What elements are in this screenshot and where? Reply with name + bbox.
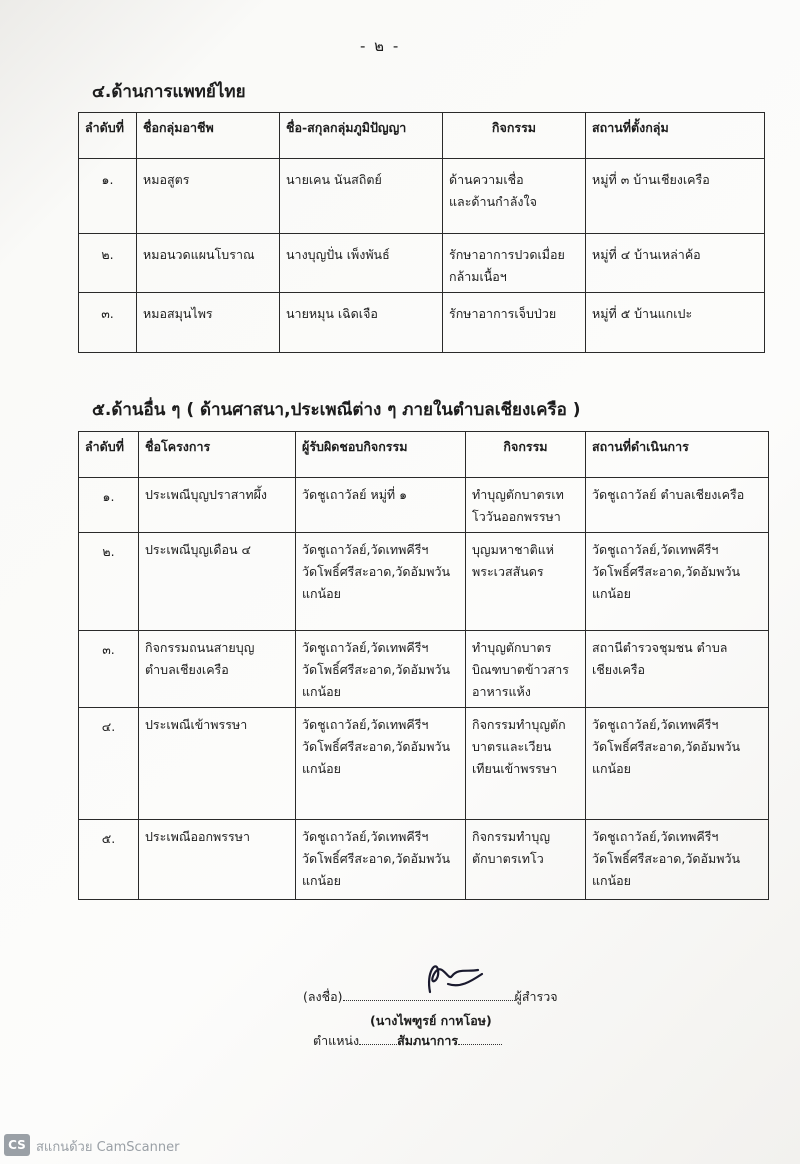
position-dotted-line [359, 1030, 397, 1045]
cell-activity [466, 820, 586, 900]
cell-location-line: แกน้อย [592, 873, 632, 888]
cell-group-name: หมอสูตร [137, 159, 280, 234]
cell-group-name: หมอนวดแผนโบราณ [137, 234, 280, 293]
cell-responsible-line: แกน้อย [302, 761, 342, 776]
cell-location [586, 234, 765, 293]
cell-responsible [296, 820, 466, 900]
cell-location-line: แกน้อย [592, 586, 632, 601]
cell-activity-line: และด้านกำลังใจ [449, 194, 537, 209]
sign-dotted-line [343, 986, 515, 1001]
cell-activity-line: พระเวสสันดร [472, 564, 544, 579]
cell-responsible-line: วัดชูเถาวัลย์,วัดเทพคีรีฯ [302, 640, 429, 655]
cell-activity-line: รักษาอาการปวดเมื่อย [449, 247, 565, 262]
cell-location-line: วัดโพธิ์ศรีสะอาด,วัดอัมพวัน [592, 851, 741, 866]
cell-activity-line: บิณฑบาตข้าวสาร [472, 662, 569, 677]
cell-location-line: แกน้อย [592, 761, 632, 776]
cell-activity-line: ด้านความเชื่อ [449, 172, 524, 187]
cell-location-line: เชียงเครือ [592, 662, 646, 677]
table-row [79, 234, 765, 293]
other-activities-table [78, 431, 769, 900]
cell-location-line: หมู่ที่ ๔ บ้านเหล่าค้อ [592, 247, 701, 262]
cell-project-name-line: ประเพณีเข้าพรรษา [145, 717, 248, 732]
cell-responsible-line: วัดโพธิ์ศรีสะอาด,วัดอัมพวัน [302, 739, 451, 754]
cell-responsible-line: วัดชูเถาวัลย์,วัดเทพคีรีฯ [302, 542, 429, 557]
cell-responsible-line: แกน้อย [302, 873, 342, 888]
header-person-name: ชื่อ-สกุลกลุ่มภูมิปัญญา [280, 113, 443, 159]
table-row [79, 820, 769, 900]
cell-location-line: วัดชูเถาวัลย์ ตำบลเชียงเครือ [592, 487, 745, 502]
cell-activity-line: กิจกรรมทำบุญ [472, 829, 550, 844]
cell-responsible-line: วัดโพธิ์ศรีสะอาด,วัดอัมพวัน [302, 662, 451, 677]
header-activity: กิจกรรม [466, 432, 586, 478]
cell-activity-line: ตักบาตรเทโว [472, 851, 544, 866]
cell-activity-line: บุญมหาชาติแห่ [472, 542, 555, 557]
header-order: ลำดับที่ [79, 113, 137, 159]
cell-responsible [296, 631, 466, 708]
cell-responsible-line: แกน้อย [302, 684, 342, 699]
table-header-row [79, 432, 769, 478]
table-row [79, 478, 769, 533]
cell-activity-line: โววันออกพรรษา [472, 509, 561, 524]
thai-medicine-table [78, 112, 765, 353]
cell-activity [443, 234, 586, 293]
camscanner-watermark: สแกนด้วย CamScanner [36, 1140, 180, 1155]
cell-activity-line: อาหารแห้ง [472, 684, 531, 699]
sign-line [303, 986, 558, 1007]
cell-activity-line: บาตรและเวียน [472, 739, 552, 754]
cell-activity-line: เทียนเข้าพรรษา [472, 761, 558, 776]
cell-order: ๕. [79, 820, 139, 900]
cell-project-name-line: ตำบลเชียงเครือ [145, 662, 229, 677]
page-number: - ๒ - [360, 37, 401, 55]
position-value: สัมภนาการ [397, 1033, 459, 1048]
header-location: สถานที่ดำเนินการ [586, 432, 769, 478]
cell-location-line: หมู่ที่ ๓ บ้านเชียงเครือ [592, 172, 710, 187]
cell-person-name [280, 234, 443, 293]
cell-person-name [280, 293, 443, 353]
cell-location-line: สถานีตำรวจชุมชน ตำบล [592, 640, 728, 655]
header-location: สถานที่ตั้งกลุ่ม [586, 113, 765, 159]
cell-person-name-line: นางบุญปั่น เพ็งพันธ์ [286, 247, 390, 262]
cell-order: ๑. [79, 159, 137, 234]
cell-responsible-line: วัดโพธิ์ศรีสะอาด,วัดอัมพวัน [302, 564, 451, 579]
cell-activity-line: ทำบุญตักบาตร [472, 640, 552, 655]
position-label: ตำแหน่ง [313, 1033, 360, 1048]
table-row [79, 708, 769, 820]
cell-order: ๒. [79, 234, 137, 293]
cell-location-line: วัดชูเถาวัลย์,วัดเทพคีรีฯ [592, 542, 719, 557]
cell-order: ๓. [79, 293, 137, 353]
cell-order: ๓. [79, 631, 139, 708]
cell-location-line: วัดชูเถาวัลย์,วัดเทพคีรีฯ [592, 829, 719, 844]
camscanner-logo: CS [4, 1134, 30, 1156]
cell-location-line: วัดโพธิ์ศรีสะอาด,วัดอัมพวัน [592, 564, 741, 579]
cell-location [586, 159, 765, 234]
cell-responsible-line: วัดชูเถาวัลย์,วัดเทพคีรีฯ [302, 717, 429, 732]
cell-location [586, 820, 769, 900]
cell-activity-line: กิจกรรมทำบุญตัก [472, 717, 566, 732]
cell-person-name [280, 159, 443, 234]
table-row [79, 631, 769, 708]
cell-responsible [296, 533, 466, 631]
cell-order: ๒. [79, 533, 139, 631]
cell-responsible-line: แกน้อย [302, 586, 342, 601]
section-5-title: ๕.ด้านอื่น ๆ ( ด้านศาสนา,ประเพณีต่าง ๆ ภายในตำบลเชียงเครือ ) [92, 400, 581, 420]
header-project-name: ชื่อโครงการ [139, 432, 296, 478]
cell-activity-line: รักษาอาการเจ็บป่วย [449, 306, 557, 321]
cell-person-name-line: นายเคน นันสถิตย์ [286, 172, 382, 187]
cell-project-name-line: ประเพณีบุญปราสาทผึ้ง [145, 487, 268, 502]
cell-project-name [139, 631, 296, 708]
cell-project-name [139, 708, 296, 820]
cell-project-name [139, 820, 296, 900]
cell-responsible-line: วัดชูเถาวัลย์,วัดเทพคีรีฯ [302, 829, 429, 844]
table-row [79, 533, 769, 631]
cell-responsible-line: วัดโพธิ์ศรีสะอาด,วัดอัมพวัน [302, 851, 451, 866]
cell-location [586, 533, 769, 631]
cell-location-line: วัดโพธิ์ศรีสะอาด,วัดอัมพวัน [592, 739, 741, 754]
header-order: ลำดับที่ [79, 432, 139, 478]
header-activity: กิจกรรม [443, 113, 586, 159]
cell-order: ๔. [79, 708, 139, 820]
cell-activity-line: กล้ามเนื้อฯ [449, 269, 507, 284]
cell-project-name [139, 478, 296, 533]
signer-name: (นางไพฑูรย์ กาหโอษ) [370, 1013, 492, 1028]
cell-location [586, 293, 765, 353]
cell-activity-line: ทำบุญตักบาตรเท [472, 487, 564, 502]
cell-location-line: วัดชูเถาวัลย์,วัดเทพคีรีฯ [592, 717, 719, 732]
cell-project-name-line: กิจกรรมถนนสายบุญ [145, 640, 255, 655]
cell-project-name-line: ประเพณีออกพรรษา [145, 829, 250, 844]
cell-activity [443, 159, 586, 234]
position-dotted-line [458, 1030, 502, 1045]
sign-prefix: (ลงชื่อ) [303, 989, 343, 1004]
cell-person-name-line: นายหมุน เฉิดเจือ [286, 306, 378, 321]
cell-responsible [296, 708, 466, 820]
cell-responsible [296, 478, 466, 533]
position-line [313, 1030, 502, 1051]
table-row [79, 159, 765, 234]
table-row [79, 293, 765, 353]
cell-location [586, 708, 769, 820]
cell-responsible-line: วัดชูเถาวัลย์ หมู่ที่ ๑ [302, 487, 408, 502]
cell-activity [466, 708, 586, 820]
header-responsible: ผู้รับผิดชอบกิจกรรม [296, 432, 466, 478]
table-header-row [79, 113, 765, 159]
cell-activity [466, 631, 586, 708]
cell-group-name: หมอสมุนไพร [137, 293, 280, 353]
cell-activity [443, 293, 586, 353]
section-4-title: ๔.ด้านการแพทย์ไทย [92, 82, 246, 102]
cell-activity [466, 478, 586, 533]
cell-project-name [139, 533, 296, 631]
cell-location [586, 478, 769, 533]
header-group-name: ชื่อกลุ่มอาชีพ [137, 113, 280, 159]
cell-location-line: หมู่ที่ ๕ บ้านแกเปะ [592, 306, 693, 321]
sign-role: ผู้สำรวจ [514, 989, 558, 1004]
cell-location [586, 631, 769, 708]
cell-order: ๑. [79, 478, 139, 533]
cell-project-name-line: ประเพณีบุญเดือน ๔ [145, 542, 251, 557]
cell-activity [466, 533, 586, 631]
